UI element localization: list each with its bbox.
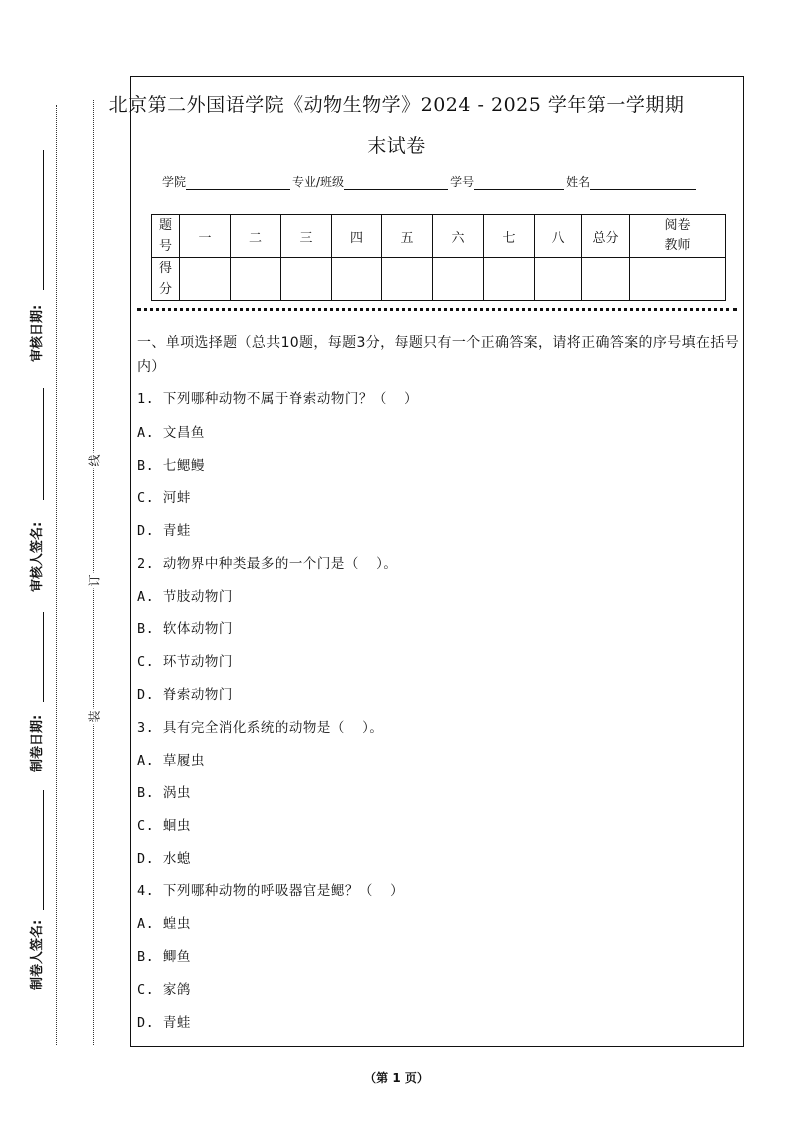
maker-signature-label: 制卷人签名: <box>30 919 45 990</box>
score-col-total: 总分 <box>582 215 630 258</box>
score-table <box>151 214 726 301</box>
college-label: 学院 <box>162 175 187 189</box>
score-cell[interactable] <box>180 258 231 301</box>
question-3-option-d: D. 水螅 <box>137 851 191 867</box>
score-col-5: 五 <box>382 215 433 258</box>
reviewer-signature-line <box>43 388 44 500</box>
score-row-header: 得 分 <box>152 258 180 301</box>
score-col-7: 七 <box>484 215 535 258</box>
binding-dotted-line-outer <box>56 105 57 1045</box>
question-1-stem: 1. 下列哪种动物不属于脊索动物门？（ ） <box>137 391 419 407</box>
reviewer-signature-label: 审核人签名: <box>30 521 45 592</box>
question-4-stem: 4. 下列哪种动物的呼吸器官是鳃？（ ） <box>137 883 405 899</box>
question-4-option-c: C. 家鸽 <box>137 982 191 998</box>
score-cell[interactable] <box>433 258 484 301</box>
student-info-row <box>162 173 722 190</box>
question-2-option-a: A. 节肢动物门 <box>137 589 233 605</box>
question-1-option-a: A. 文昌鱼 <box>137 425 205 441</box>
score-col-4: 四 <box>332 215 382 258</box>
question-1-option-b: B. 七鳃鳗 <box>137 458 205 474</box>
score-cell[interactable] <box>332 258 382 301</box>
name-label: 姓名 <box>566 175 591 189</box>
major-class-field[interactable] <box>344 175 448 190</box>
section1-heading: 一、单项选择题（总共10题，每题3分，每题只有一个正确答案，请将正确答案的序号填在括号内） <box>137 335 739 375</box>
score-col-8: 八 <box>535 215 582 258</box>
exam-title-line1: 北京第二外国语学院《动物生物学》2024 - 2025 学年第一学期期 <box>108 94 685 116</box>
name-field[interactable] <box>590 175 696 190</box>
question-3-option-a: A. 草履虫 <box>137 753 205 769</box>
question-3-stem: 3. 具有完全消化系统的动物是（ ）。 <box>137 720 384 736</box>
question-2-option-b: B. 软体动物门 <box>137 621 233 637</box>
score-cell[interactable] <box>382 258 433 301</box>
score-col-2: 二 <box>231 215 281 258</box>
binding-char-zhuang: 装 <box>87 710 102 723</box>
student-id-field[interactable] <box>474 175 564 190</box>
score-cell[interactable] <box>231 258 281 301</box>
score-cell[interactable] <box>484 258 535 301</box>
grading-teacher-header: 阅卷 教师 <box>630 215 726 258</box>
score-col-1: 一 <box>180 215 231 258</box>
score-cell[interactable] <box>281 258 332 301</box>
binding-char-xian: 线 <box>87 454 102 467</box>
exam-title-line2: 末试卷 <box>367 135 426 157</box>
major-class-label: 专业/班级 <box>292 175 345 189</box>
question-number-header: 题 号 <box>152 215 180 258</box>
question-1-option-c: C. 河蚌 <box>137 490 191 506</box>
question-2-option-c: C. 环节动物门 <box>137 654 233 670</box>
binding-char-ding: 订 <box>87 574 102 587</box>
student-id-label: 学号 <box>450 175 475 189</box>
teacher-signature-cell[interactable] <box>630 258 726 301</box>
question-2-stem: 2. 动物界中种类最多的一个门是（ ）。 <box>137 556 398 572</box>
question-2-option-d: D. 脊索动物门 <box>137 687 233 703</box>
review-date-label: 审核日期: <box>30 304 45 362</box>
score-cell[interactable] <box>535 258 582 301</box>
maker-date-line <box>43 612 44 702</box>
score-col-6: 六 <box>433 215 484 258</box>
header-separator <box>137 308 737 311</box>
question-4-option-a: A. 蝗虫 <box>137 916 191 932</box>
maker-signature-line <box>43 790 44 910</box>
review-date-line <box>43 150 44 290</box>
question-4-option-d: D. 青蛙 <box>137 1015 191 1031</box>
score-col-3: 三 <box>281 215 332 258</box>
total-score-cell[interactable] <box>582 258 630 301</box>
question-1-option-d: D. 青蛙 <box>137 523 191 539</box>
college-field[interactable] <box>186 175 290 190</box>
question-4-option-b: B. 鲫鱼 <box>137 949 191 965</box>
question-3-option-c: C. 蛔虫 <box>137 818 191 834</box>
question-3-option-b: B. 涡虫 <box>137 785 191 801</box>
maker-date-label: 制卷日期: <box>30 714 45 772</box>
page-number: （第 1 页） <box>364 1071 429 1085</box>
